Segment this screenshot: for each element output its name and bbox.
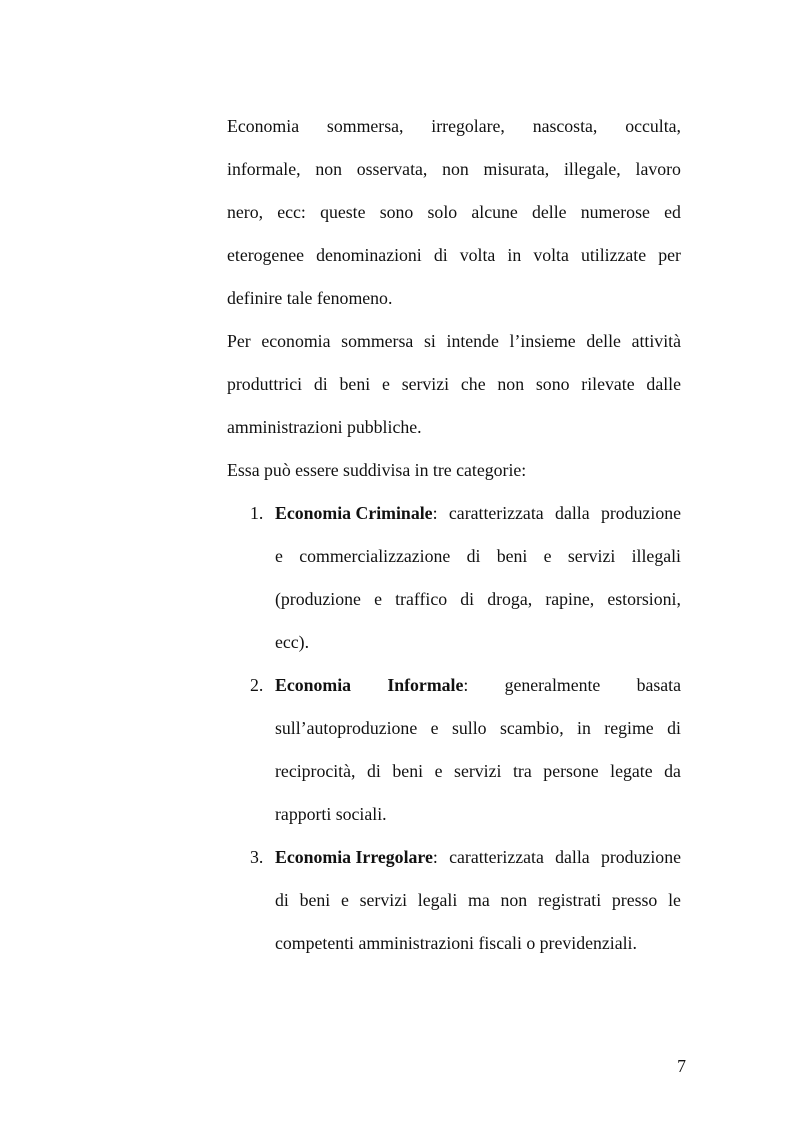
word: servizi (359, 890, 408, 910)
list-item-1-line-3 (275, 588, 681, 610)
word: sono (535, 374, 570, 394)
word: eterogenee (227, 245, 304, 265)
word: generalmente (504, 675, 601, 695)
list-item-3-line-2 (275, 889, 681, 911)
paragraph-2-line-1 (227, 330, 681, 352)
list-item-1-line-2 (275, 545, 681, 567)
word: e (430, 718, 439, 738)
list-item-3-line-1 (275, 846, 681, 868)
list-item-2-heading-end: Informale: (387, 675, 469, 695)
word: registrati (537, 890, 602, 910)
word: Economia (227, 116, 300, 136)
word: per (658, 245, 681, 265)
word: non (315, 159, 342, 179)
word: informale, (227, 159, 301, 179)
word: rilevate (581, 374, 635, 394)
word: ed (664, 202, 681, 222)
word: occulta, (625, 116, 681, 136)
word: non (500, 890, 528, 910)
word: irregolare, (431, 116, 505, 136)
paragraph-1-line-4 (227, 244, 681, 266)
word: persone (543, 761, 599, 781)
word: nascosta, (532, 116, 598, 136)
word: da (664, 761, 681, 781)
word: ecc: (277, 202, 306, 222)
word: in (577, 718, 591, 738)
word: beni (496, 546, 528, 566)
list-item-1-title: Economia Criminale (275, 503, 433, 523)
word: che (460, 374, 486, 394)
list-item-1-heading: Economia Criminale: (275, 503, 438, 523)
word: utilizzate (580, 245, 647, 265)
list-item-2-line-3 (275, 760, 681, 782)
word: beni (339, 374, 371, 394)
word: caratterizzata (449, 847, 544, 867)
word: sommersa (341, 331, 414, 351)
list-item-3-number: 3. (250, 847, 264, 867)
word: volta (459, 245, 496, 265)
word: e (434, 761, 443, 781)
word: osservata, (356, 159, 428, 179)
word: (produzione (275, 589, 361, 609)
word: di (275, 890, 289, 910)
word: legali (417, 890, 458, 910)
word: intende (446, 331, 499, 351)
word: e (340, 890, 349, 910)
word: legate (610, 761, 653, 781)
word: solo (427, 202, 458, 222)
paragraph-1-line-1 (227, 115, 681, 137)
word: sull’autoproduzione (275, 718, 418, 738)
word: sommersa, (326, 116, 404, 136)
word: lavoro (635, 159, 681, 179)
word: di (466, 546, 481, 566)
list-item-1-line-1 (275, 502, 681, 524)
word: e (275, 546, 283, 566)
word: alcune (471, 202, 518, 222)
word: basata (636, 675, 681, 695)
word: misurata, (483, 159, 550, 179)
list-item-2-title-part-1: Economia (275, 675, 352, 695)
word: presso (611, 890, 658, 910)
list-item-2-line-4: rapporti sociali. (275, 804, 387, 824)
word: di (667, 718, 681, 738)
word: non (442, 159, 469, 179)
word: ma (468, 890, 490, 910)
list-item-1-number: 1. (250, 503, 264, 523)
word: delle (531, 202, 567, 222)
word: produttrici (227, 374, 303, 394)
word: e (381, 374, 390, 394)
word: si (423, 331, 436, 351)
word: servizi (454, 761, 502, 781)
list-item-3-title: Economia Irregolare (275, 847, 433, 867)
word: caratterizzata (448, 503, 544, 523)
word: estorsioni, (607, 589, 681, 609)
word: commercializzazione (299, 546, 451, 566)
word: nero, (227, 202, 264, 222)
word: in (507, 245, 522, 265)
word: volta (533, 245, 569, 265)
word: servizi (567, 546, 616, 566)
word: dalle (646, 374, 681, 394)
word: reciprocità, (275, 761, 356, 781)
paragraph-2-line-3: amministrazioni pubbliche. (227, 417, 422, 437)
word: servizi (401, 374, 450, 394)
list-item-1-line-4: ecc). (275, 632, 310, 652)
list-item-2-line-1 (275, 674, 681, 696)
word: tra (512, 761, 532, 781)
paragraph-1-line-2 (227, 158, 681, 180)
word: queste (320, 202, 366, 222)
word: scambio, (499, 718, 564, 738)
word: Per (227, 331, 251, 351)
word: di (313, 374, 328, 394)
page-number: 7 (677, 1056, 686, 1076)
word: di (460, 589, 475, 609)
word: traffico (395, 589, 448, 609)
word: rapine, (545, 589, 595, 609)
word: produzione (600, 847, 681, 867)
list-item-3-line-3: competenti amministrazioni fiscali o previdenziali. (275, 933, 637, 953)
word: di (433, 245, 448, 265)
paragraph-3-line-1: Essa può essere suddivisa in tre categorie: (227, 460, 527, 480)
word: illegale, (563, 159, 621, 179)
word: dalla (555, 503, 590, 523)
word: e (374, 589, 382, 609)
word: droga, (487, 589, 533, 609)
word: beni (299, 890, 331, 910)
word: dalla (555, 847, 590, 867)
word: attività (631, 331, 681, 351)
list-item-2-number: 2. (250, 675, 264, 695)
paragraph-2-line-2 (227, 373, 681, 395)
word: denominazioni (316, 245, 422, 265)
list-item-2-title-part-2: Informale (387, 675, 464, 695)
paragraph-1-line-3 (227, 201, 681, 223)
word: regime (604, 718, 654, 738)
word: non (497, 374, 525, 394)
word: illegali (631, 546, 681, 566)
paragraph-1-line-5: definire tale fenomeno. (227, 288, 393, 308)
word: delle (586, 331, 621, 351)
word: sono (379, 202, 414, 222)
word: beni (392, 761, 424, 781)
list-item-2-line-2 (275, 717, 681, 739)
word: economia (261, 331, 331, 351)
word: le (668, 890, 681, 910)
word: di (367, 761, 381, 781)
word: numerose (580, 202, 650, 222)
word: e (543, 546, 552, 566)
word: produzione (601, 503, 681, 523)
list-item-3-heading: Economia Irregolare: (275, 847, 438, 867)
word: sullo (451, 718, 487, 738)
word: l’insieme (509, 331, 576, 351)
